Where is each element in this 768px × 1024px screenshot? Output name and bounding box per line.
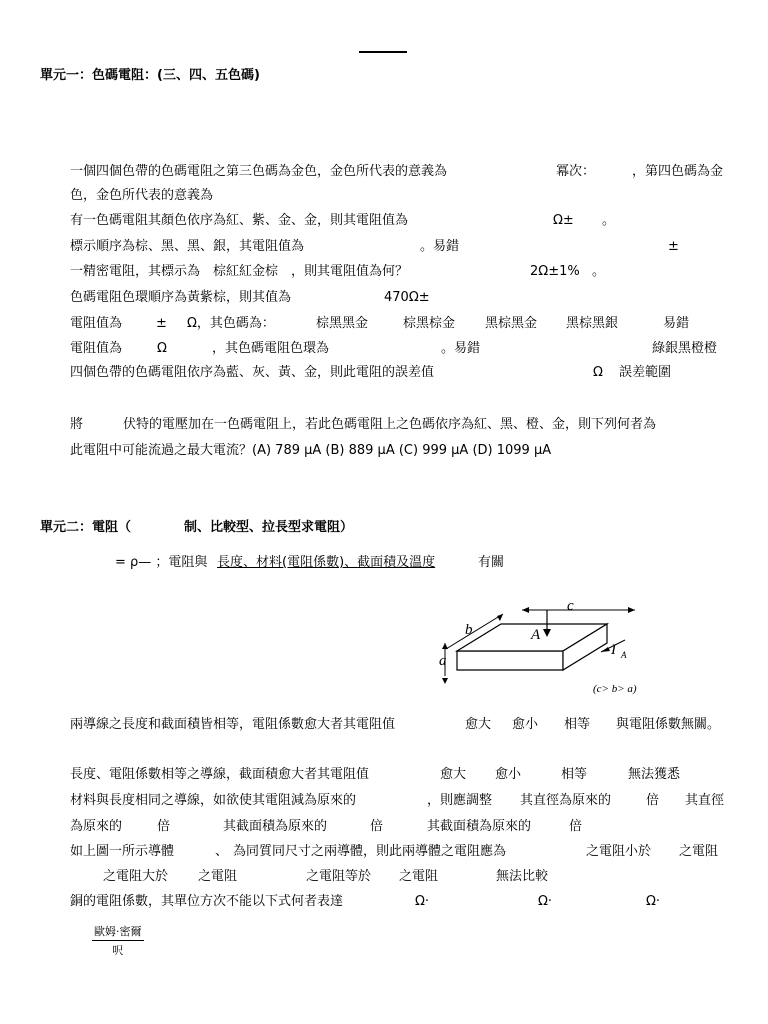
u1-line4-a: 標示順序為棕、黑、黑、銀，其電阻值為 [70, 239, 305, 254]
u1-line7-opt2: 棕黑棕金 [403, 316, 456, 331]
u1-line2: 色，金色所代表的意義為 [70, 188, 214, 203]
q3b-opt3: 其截面積為原來的 [223, 819, 328, 834]
q3b-opt3-unit: 倍 [370, 819, 384, 834]
u1-line1-a: 一個四個色帶的色碼電阻之第三色碼為金色，金色所代表的意義為 [70, 164, 448, 179]
q5-opt1: Ω· [415, 894, 430, 909]
u1-line1-c: ，第四色碼為金 [632, 164, 724, 179]
u1-line3-b: Ω± [553, 213, 574, 228]
q4-opt1-tail: 之電阻 [679, 844, 719, 859]
q3-opt1: 其直徑為原來的 [520, 793, 612, 808]
u1-line7-c: Ω，其色碼為： [187, 316, 275, 331]
q2-text: 長度、電阻係數相等之導線，截面積愈大者其電阻值 [70, 767, 370, 782]
current-subscript: A [621, 650, 627, 660]
u1-line9-c: 誤差範圍 [619, 365, 672, 380]
q1-opt4: 與電阻係數無關。 [616, 717, 721, 732]
current-label: I [611, 642, 616, 658]
q3-b: ，則應調整 [427, 793, 493, 808]
unit2-heading-a: 單元二：電阻（ [40, 520, 132, 535]
u1-line7-opt4: 黑棕黑銀 [566, 316, 619, 331]
q4b-opt2-tail: 之電阻 [198, 869, 238, 884]
u1-line10-a: 將 [70, 417, 84, 432]
u1-line7-opt1: 棕黑黑金 [316, 316, 369, 331]
u1-line5-a: 一精密電阻，其標示為 棕紅紅金棕 ，則其電阻值為何？ [70, 264, 409, 279]
q4b-opt2: 之電阻大於 [103, 869, 169, 884]
q3b-a: 為原來的 [70, 819, 123, 834]
unit-fraction [92, 923, 144, 958]
q5-opt2: Ω· [538, 894, 553, 909]
q5-text: 銅的電阻係數，其單位方次不能以下式何者表達 [70, 894, 344, 909]
formula-eq: = ρ— ；電阻與 [115, 555, 208, 570]
u1-line5-b: 2Ω±1% [530, 264, 580, 279]
area-label: A [531, 627, 541, 643]
block-front-face [457, 651, 563, 670]
u1-line8-a: 電阻值為 [70, 341, 123, 356]
u1-line8-c: ，其色碼電阻色環為 [212, 341, 330, 356]
a-label: a [439, 653, 447, 669]
conductor-block-diagram [425, 596, 670, 702]
q4b-opt4: 無法比較 [496, 869, 549, 884]
formula-underlined: 長度、材料(電阻係數)、截面積及溫度 [217, 555, 436, 570]
q4-opt1: 之電阻小於 [586, 844, 652, 859]
q2-opt3: 相等 [561, 767, 588, 782]
diagram-caption: (c> b> a) [593, 683, 637, 695]
q2-opt4: 無法獲悉 [628, 767, 681, 782]
q3b-b: 倍 [157, 819, 171, 834]
formula-tail: 有關 [478, 555, 505, 570]
q1-text: 兩導線之長度和截面積皆相等，電阻係數愈大者其電阻值 [70, 717, 396, 732]
u1-line3-a: 有一色碼電阻其顏色依序為紅、紫、金、金，則其電阻值為 [70, 213, 409, 228]
q4b-opt3: 之電阻等於 [306, 869, 372, 884]
fraction-numerator: 歐姆·密爾 [92, 923, 144, 941]
u1-line4-b: 。易錯 [420, 239, 460, 254]
u1-line9-b: Ω [593, 365, 603, 380]
q1-opt3: 相等 [564, 717, 591, 732]
u1-line3-c: 。 [602, 213, 616, 228]
u1-line9-a: 四個色帶的色碼電阻依序為藍、灰、黃、金，則此電阻的誤差值 [70, 365, 435, 380]
u1-line4-c: ± [668, 239, 679, 254]
u1-line8-e: 綠銀黑橙橙 [652, 341, 718, 356]
u1-line6-b: 470Ω± [384, 290, 430, 305]
top-rule [359, 51, 407, 53]
q1-opt2: 愈小 [512, 717, 539, 732]
fraction-denominator: 呎 [112, 944, 124, 957]
q5-opt3: Ω· [646, 894, 661, 909]
u1-line7-a: 電阻值為 [70, 316, 123, 331]
u1-line8-b: Ω [157, 341, 167, 356]
u1-line8-d: 。易錯 [441, 341, 481, 356]
q3b-opt4-unit: 倍 [569, 819, 583, 834]
u1-line5-c: 。 [592, 264, 606, 279]
q4-c: 為同質同尺寸之兩導體，則此兩導體之電阻應為 [233, 844, 507, 859]
q4b-opt3-tail: 之電阻 [399, 869, 439, 884]
q1-opt1: 愈大 [465, 717, 492, 732]
u1-line7-b: ± [156, 316, 167, 331]
q4-a: 如上圖一所示導體 [70, 844, 175, 859]
c-label: c [567, 598, 574, 614]
q3-opt1-unit: 倍 [646, 793, 660, 808]
q3-opt2: 其直徑 [685, 793, 725, 808]
u1-line1-b: 冪次： [556, 164, 596, 179]
b-label: b [465, 622, 473, 638]
u1-line7-opt3: 黑棕黑金 [485, 316, 538, 331]
u1-line10-b: 伏特的電壓加在一色碼電阻上，若此色碼電阻上之色碼依序為紅、黑、橙、金，則下列何者為 [123, 417, 657, 432]
q2-opt2: 愈小 [495, 767, 522, 782]
u1-line6-a: 色碼電阻色環順序為黃紫棕，則其值為 [70, 290, 292, 305]
q3b-opt4: 其截面積為原來的 [427, 819, 532, 834]
q4-b: 、 [215, 844, 229, 859]
unit2-heading-b: 制、比較型、拉長型求電阻） [184, 520, 354, 535]
unit1-heading: 單元一：色碼電阻：(三、四、五色碼) [40, 68, 260, 83]
u1-line11: 此電阻中可能流過之最大電流？(A) 789 μA (B) 889 μA (C) 999 μA (D) 1099 μA [70, 443, 552, 458]
q3-text: 材料與長度相同之導線，如欲使其電阻減為原來的 [70, 793, 357, 808]
q2-opt1: 愈大 [440, 767, 467, 782]
u1-line7-note: 易錯 [663, 316, 690, 331]
